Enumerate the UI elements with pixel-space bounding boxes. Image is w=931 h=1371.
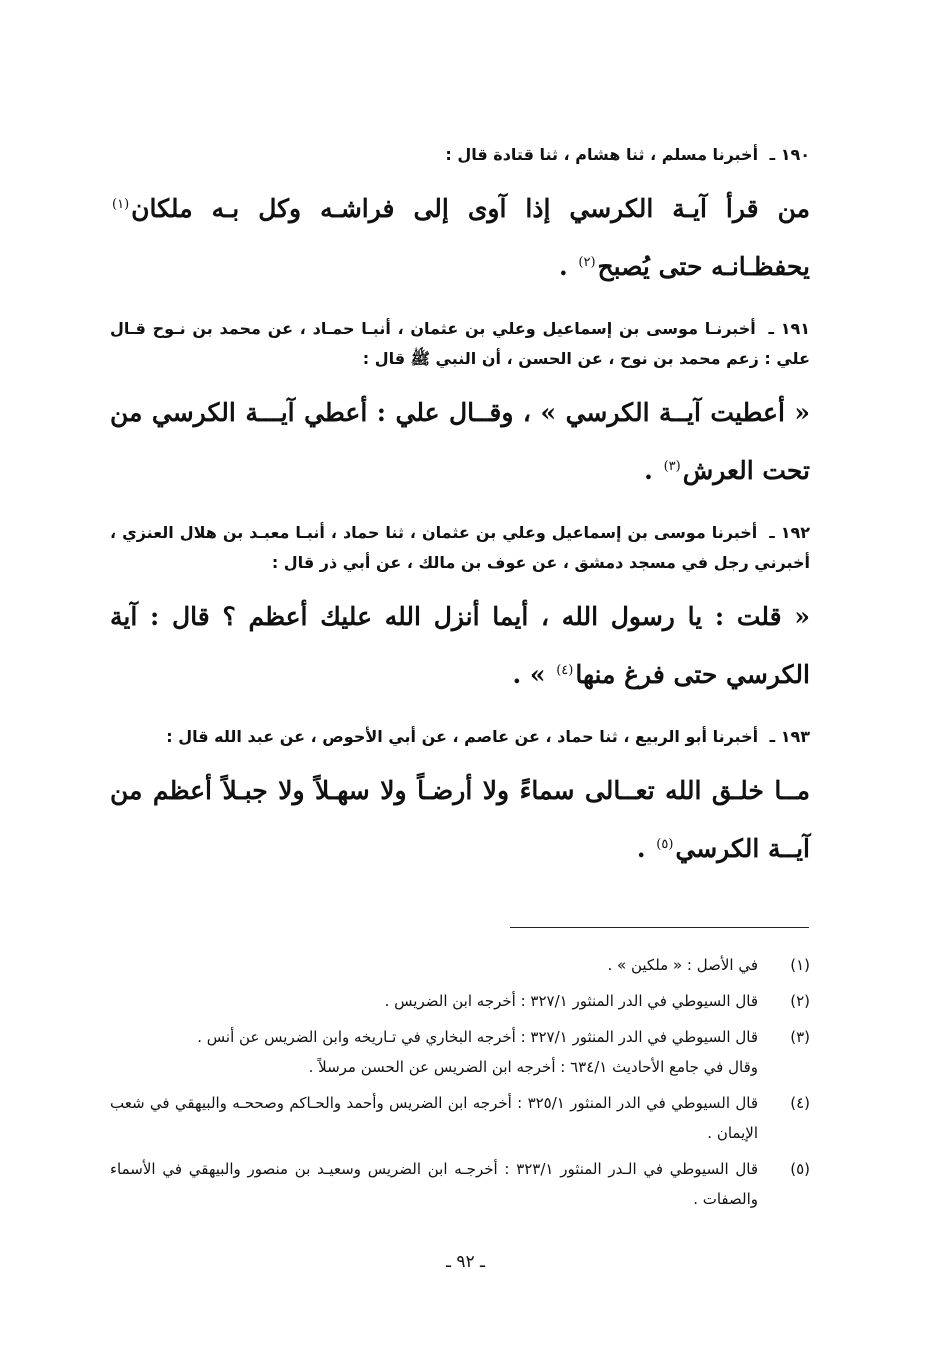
footnote-ref[interactable]: (٤): [556, 662, 574, 678]
footnote-ref[interactable]: (٢): [578, 254, 596, 270]
footnote-number: (٣): [790, 1028, 810, 1046]
footnote-3: [110, 1022, 810, 1082]
matn-end: .: [558, 252, 568, 281]
matn: [110, 180, 810, 296]
footnote-text: [110, 1154, 758, 1214]
footnote-text: [110, 950, 758, 980]
main-text: [110, 140, 810, 896]
footnote-text: [110, 986, 758, 1016]
hadith-entry-191: [110, 314, 810, 500]
entry-number: ١٩١ ـ: [768, 319, 811, 338]
footnote-divider: [510, 927, 809, 928]
footnotes: [110, 950, 810, 1220]
footnote-line: قال السيوطي في الـدر المنثور ٣٢٣/١ : أخرجـه ابن الضريس وسعيـد بن منصور والبيهقي في الأسماء والصفات .: [110, 1160, 758, 1208]
footnote-4: [110, 1088, 810, 1148]
matn-text: مــا خلـق الله تعــالى سماءً ولا أرضـاً ولا سهـلاً ولا جبـلاً أعظم من آيــة الكرسي: [110, 776, 810, 863]
footnote-line: قال السيوطي في الدر المنثور ٣٢٧/١ : أخرجه البخاري في تـاريخه وابن الضريس عن أنس .: [197, 1028, 758, 1046]
matn-text: « أعطيت آيــة الكرسي » ، وقــال علي : أعطي آيـــة الكرسي من تحت العرش: [110, 398, 810, 485]
matn-text: من قرأ آيـة الكرسي إذا آوى إلى فراشـه وكل بـه ملكان: [131, 194, 810, 223]
matn: [110, 762, 810, 878]
footnote-ref[interactable]: (١): [112, 196, 130, 212]
footnote-line: قال السيوطي في الدر المنثور ٣٢٥/١ : أخرجه ابن الضريس وأحمد والحـاكم وصححـه والبيهقي في شعب الإيمان .: [110, 1094, 758, 1142]
footnote-number: (٥): [790, 1160, 810, 1178]
footnote-1: [110, 950, 810, 980]
isnad: [110, 722, 810, 752]
hadith-entry-193: [110, 722, 810, 878]
matn-text: يحفظـانـه حتى يُصبح: [597, 252, 810, 281]
isnad-text: أخبرنا مسلم ، ثنا هشام ، ثنا قتادة قال :: [445, 145, 759, 164]
isnad: [110, 140, 810, 170]
footnote-ref[interactable]: (٣): [663, 458, 681, 474]
entry-number: ١٩٣ ـ: [769, 727, 810, 746]
isnad-text: أخبرنا أبو الربيع ، ثنا حماد ، عن عاصم ، عن أبي الأحوص ، عن عبد الله قال :: [166, 727, 759, 746]
entry-number: ١٩٢ ـ: [769, 523, 811, 542]
footnote-number: (٢): [790, 992, 810, 1010]
matn: [110, 384, 810, 500]
isnad-text: أخبرنا موسى بن إسماعيل وعلي بن عثمان ، ثنا حماد ، أنبـا معبـد بن هلال العنزي ، أخبرني رجل في مسجد دمشق ، عن عوف بن مالك ، عن أبي ذر قال :: [110, 523, 810, 572]
hadith-entry-190: [110, 140, 810, 296]
footnote-text: [110, 1022, 758, 1082]
footnote-text: [110, 1088, 758, 1148]
isnad: [110, 518, 810, 578]
matn-text: « قلت : يا رسول الله ، أيما أنزل الله عليك أعظم ؟ قال : آية الكرسي حتى فرغ منها: [110, 602, 810, 689]
isnad-text: أخبرنـا موسى بن إسماعيل وعلي بن عثمان ، أنبـا حمـاد ، عن محمد بن نـوح قـال علي : زعم محمد بن نوح ، عن الحسن ، أن النبي ﷺ قال :: [110, 319, 810, 368]
matn-end: .: [644, 456, 653, 485]
isnad: [110, 314, 810, 374]
footnote-number: (٤): [790, 1094, 810, 1112]
footnote-line: وقال في جامع الأحاديث ٦٣٤/١ : أخرجه ابن الضريس عن الحسن مرسلاً .: [308, 1058, 758, 1076]
footnote-2: [110, 986, 810, 1016]
page-number: ـ ٩٢ ـ: [445, 1252, 486, 1272]
footnote-5: [110, 1154, 810, 1214]
entry-number: ١٩٠ ـ: [769, 145, 810, 164]
matn: [110, 588, 810, 704]
hadith-entry-192: [110, 518, 810, 704]
footnote-line: في الأصل : « ملكين » .: [607, 956, 758, 974]
matn-end: .: [636, 834, 646, 863]
footnote-ref[interactable]: (٥): [656, 836, 674, 852]
footnote-line: قال السيوطي في الدر المنثور ٣٢٧/١ : أخرجه ابن الضريس .: [384, 992, 758, 1010]
matn-end: » .: [512, 660, 546, 689]
footnote-number: (١): [790, 956, 810, 974]
